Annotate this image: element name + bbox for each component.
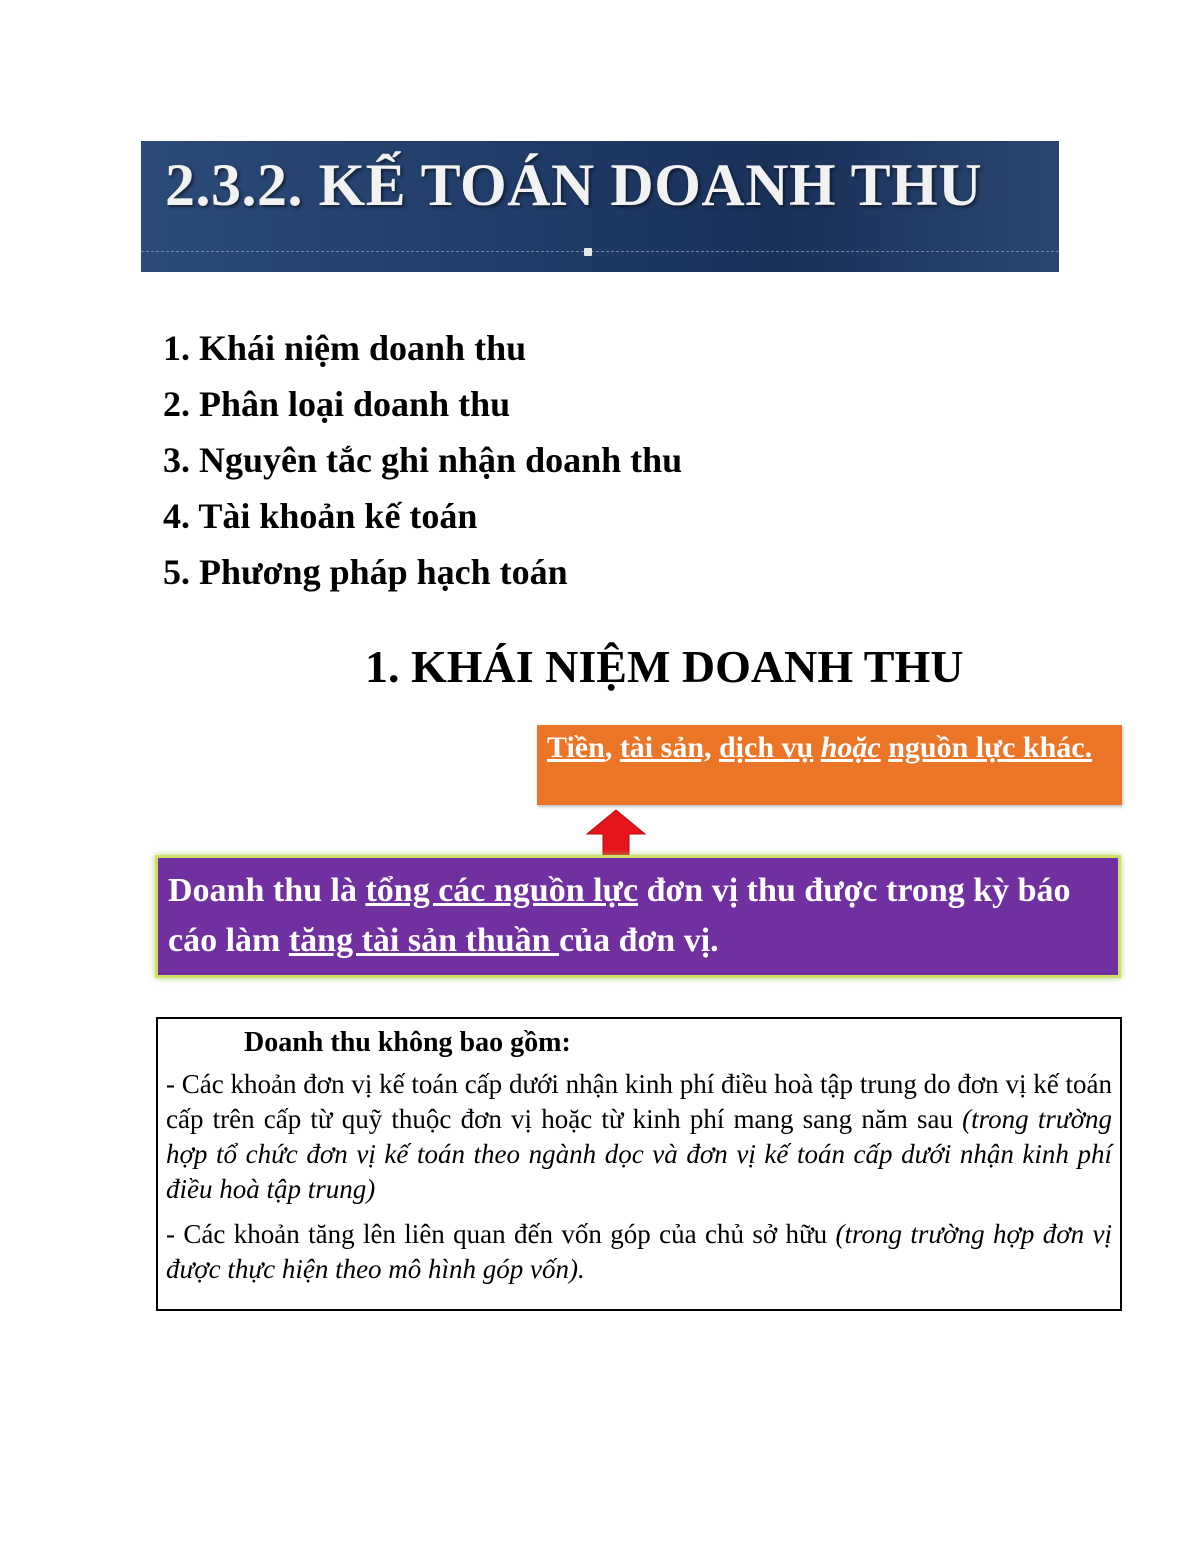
toc-item-2: 2. Phân loại doanh thu <box>163 384 511 424</box>
exclusion-item-2 <box>166 1217 1112 1287</box>
definition-part-5: của đơn vị. <box>559 922 719 959</box>
section-heading: 1. KHÁI NIỆM DOANH THU <box>365 641 964 692</box>
definition-text <box>168 866 1108 966</box>
table-of-contents <box>163 320 682 600</box>
resources-separator-2 <box>712 731 720 764</box>
toc-item-1: 1. Khái niệm doanh thu <box>163 328 527 368</box>
exclusion-item-1-text: - Các khoản đơn vị kế toán cấp dưới nhận kinh phí điều hoà tập trung do đơn vị kế toán cấp trên cấp từ quỹ thuộc đơn vị hoặc từ kinh phí mang sang năm sau <box>166 1069 1112 1134</box>
page-title: 2.3.2. KẾ TOÁN DOANH THU <box>165 152 983 218</box>
resources-term-services: dịch vụ <box>719 731 814 764</box>
title-banner <box>141 141 1059 272</box>
definition-term-total-resources: tổng các nguồn lực <box>365 872 639 909</box>
definition-part-3: đơn vị thu được trong kỳ báo cáo làm <box>168 872 1071 959</box>
definition-box <box>155 855 1121 978</box>
up-arrow-icon <box>585 808 647 858</box>
toc-item-4: 4. Tài khoản kế toán <box>163 496 478 536</box>
definition-term-net-assets: tăng tài sản thuần <box>288 922 560 959</box>
exclusion-item-2-text: - Các khoản tăng lên liên quan đến vốn góp của chủ sở hữu <box>166 1219 836 1249</box>
resources-callout <box>537 725 1122 805</box>
resources-separator-3 <box>813 731 821 764</box>
resources-separator-1: , <box>604 731 620 764</box>
exclusions-box <box>156 1017 1122 1311</box>
resources-callout-text <box>547 731 1112 765</box>
exclusion-item-2-note: (trong trường hợp đơn vị được thực hiện theo mô hình góp vốn). <box>166 1219 1113 1284</box>
toc-item-3: 3. Nguyên tắc ghi nhận doanh thu <box>163 440 683 480</box>
resources-term-cash: Tiền <box>547 731 605 764</box>
exclusion-item-1-note: (trong trường hợp tổ chức đơn vị kế toán theo ngành dọc và đơn vị kế toán cấp dưới nhận kinh phí điều hoà tập trung) <box>166 1104 1112 1204</box>
resources-term-or: hoặc <box>820 731 881 764</box>
banner-divider <box>141 251 1059 252</box>
exclusions-heading: Doanh thu không bao gồm: <box>244 1027 571 1058</box>
resources-term-assets: tài sản, <box>619 731 712 764</box>
definition-part-1: Doanh thu là <box>168 872 366 909</box>
exclusion-item-1 <box>166 1067 1112 1207</box>
banner-dot <box>584 248 592 256</box>
resources-term-other: nguồn lực khác. <box>888 731 1093 764</box>
toc-item-5: 5. Phương pháp hạch toán <box>163 552 568 592</box>
